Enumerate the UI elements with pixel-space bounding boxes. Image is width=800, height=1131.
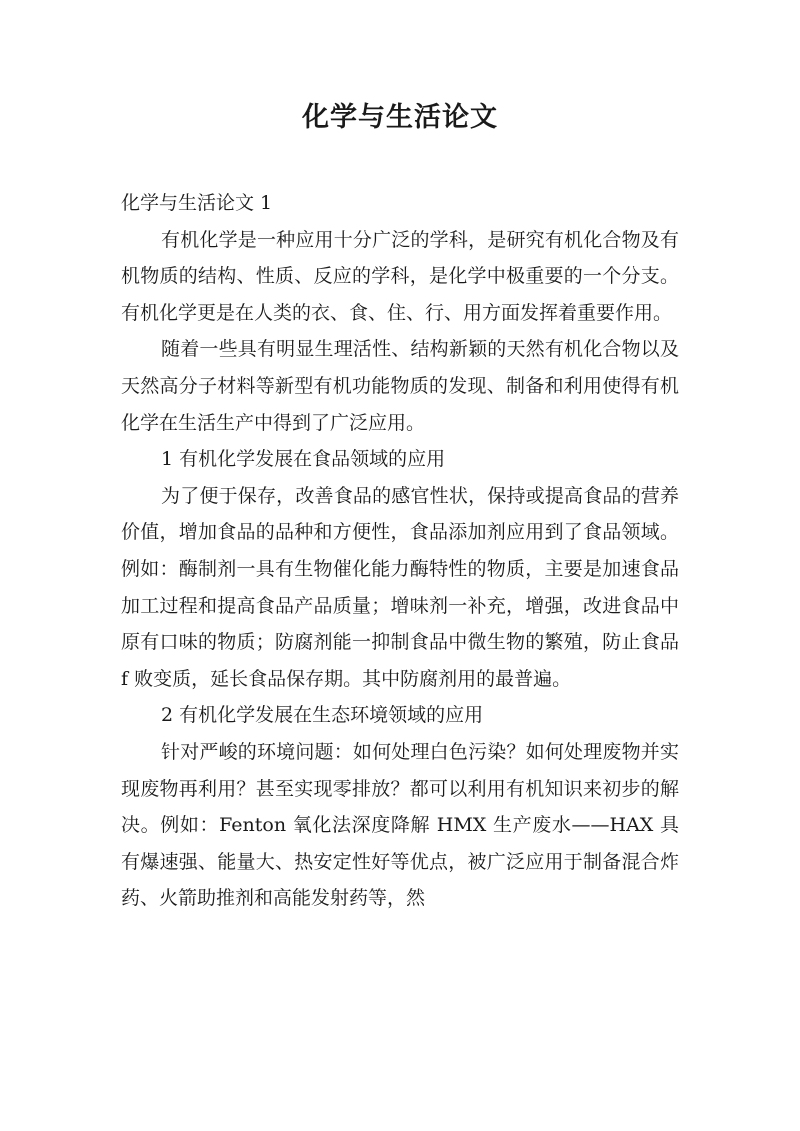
document-body xyxy=(121,185,679,917)
paragraph: 随着一些具有明显生理活性、结构新颖的天然有机化合物以及天然高分子材料等新型有机功能物质的发现、制备和利用使得有机化学在生活生产中得到了广泛应用。 xyxy=(121,338,679,434)
section-heading: 1 有机化学发展在食品领域的应用 xyxy=(161,448,446,471)
paragraph: 针对严峻的环境问题：如何处理白色污染？如何处理废物并实现废物再利用？甚至实现零排放？都可以利用有机知识来初步的解决。例如：Fenton 氧化法深度降解 HMX 生产废水——HAX 具有爆速强、能量大、热安定性好等优点，被广泛应用于制备混合炸药、火箭助推剂和高能发射药等，然 xyxy=(121,740,679,910)
paragraph: 为了便于保存，改善食品的感官性状，保持或提高食品的营养价值，增加食品的品种和方便性，食品添加剂应用到了食品领域。例如：酶制剂一具有生物催化能力酶特性的物质，主要是加速食品加工过程和提高食品产品质量；增味剂一补充，增强，改进食品中原有口味的物质；防腐剂能一抑制食品中微生物的繁殖，防止食品 f 败变质，延长食品保存期。其中防腐剂用的最普遍。 xyxy=(121,484,679,690)
paragraph: 有机化学是一种应用十分广泛的学科，是研究有机化合物及有机物质的结构、性质、反应的学科，是化学中极重要的一个分支。有机化学更是在人类的衣、食、住、行、用方面发挥着重要作用。 xyxy=(121,228,679,324)
section-heading: 2 有机化学发展在生态环境领域的应用 xyxy=(161,704,484,727)
paragraph-heading: 化学与生活论文 1 xyxy=(121,192,273,214)
document-title: 化学与生活论文 xyxy=(302,102,498,133)
